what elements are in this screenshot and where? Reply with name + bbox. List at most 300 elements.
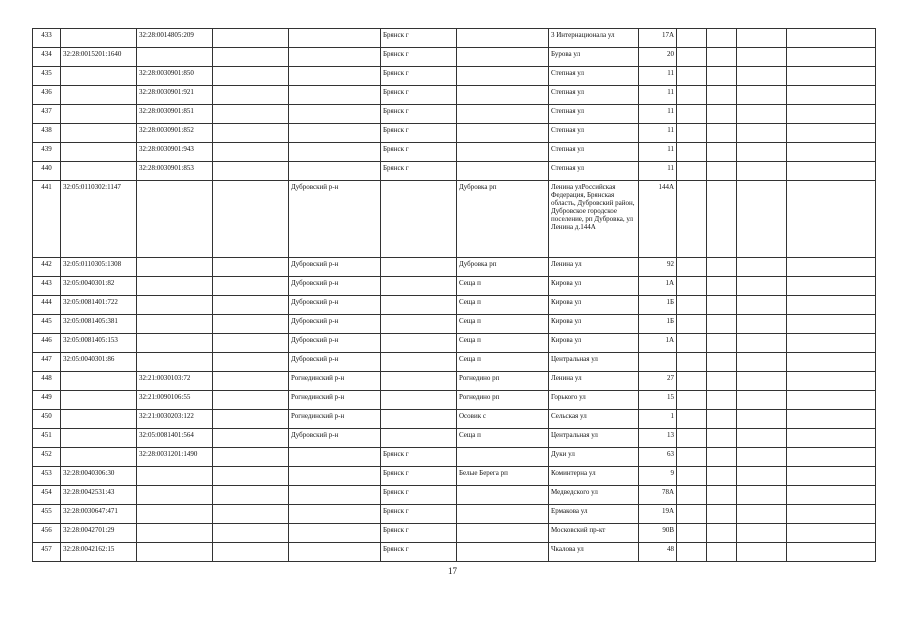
table-cell-empty: [737, 467, 787, 486]
table-cell-empty: [707, 429, 737, 448]
table-cell-c7: Сельская ул: [549, 410, 639, 429]
table-cell-empty: [707, 162, 737, 181]
table-cell-c3: [213, 67, 289, 86]
table-cell-c7: Центральная ул: [549, 353, 639, 372]
table-cell-empty: [677, 296, 707, 315]
table-cell-empty: [707, 524, 737, 543]
table-cell-c2: 32:21:0030203:122: [137, 410, 213, 429]
table-cell-c1: 32:28:0040306:30: [61, 467, 137, 486]
table-cell-empty: [737, 410, 787, 429]
table-row: [33, 391, 876, 410]
table-cell-c2: [137, 296, 213, 315]
table-cell-c8: 15: [639, 391, 677, 410]
table-cell-c7: Дуки ул: [549, 448, 639, 467]
table-cell-n: 453: [33, 467, 61, 486]
table-cell-c3: [213, 505, 289, 524]
table-row: [33, 162, 876, 181]
table-cell-c6: [457, 105, 549, 124]
table-cell-c3: [213, 29, 289, 48]
table-cell-c1: [61, 372, 137, 391]
table-cell-c1: [61, 448, 137, 467]
table-cell-empty: [787, 448, 876, 467]
table-cell-empty: [787, 258, 876, 277]
table-cell-c2: [137, 277, 213, 296]
table-cell-empty: [737, 29, 787, 48]
table-cell-empty: [737, 277, 787, 296]
table-cell-c5: Брянск г: [381, 448, 457, 467]
table-row: [33, 181, 876, 258]
table-cell-c5: [381, 315, 457, 334]
table-cell-empty: [737, 143, 787, 162]
table-cell-c8: 1Б: [639, 296, 677, 315]
table-cell-c1: [61, 429, 137, 448]
table-cell-n: 451: [33, 429, 61, 448]
table-cell-c4: [289, 505, 381, 524]
table-cell-empty: [787, 296, 876, 315]
table-row: [33, 258, 876, 277]
table-cell-c3: [213, 543, 289, 562]
table-cell-c6: Сеща п: [457, 315, 549, 334]
table-cell-empty: [787, 105, 876, 124]
table-cell-n: 439: [33, 143, 61, 162]
table-cell-c4: [289, 86, 381, 105]
table-cell-c1: [61, 86, 137, 105]
table-cell-c5: Брянск г: [381, 105, 457, 124]
table-cell-c2: 32:28:0014805:209: [137, 29, 213, 48]
table-cell-c5: Брянск г: [381, 124, 457, 143]
table-cell-c4: Дубровский р-н: [289, 258, 381, 277]
table-cell-c8: 1: [639, 410, 677, 429]
table-cell-empty: [737, 67, 787, 86]
table-cell-empty: [737, 296, 787, 315]
table-cell-c4: [289, 543, 381, 562]
table-cell-empty: [677, 143, 707, 162]
table-cell-c6: Сеща п: [457, 353, 549, 372]
table-row: [33, 543, 876, 562]
table-cell-c4: Рогнединский р-н: [289, 391, 381, 410]
table-cell-c1: 32:05:0110302:1147: [61, 181, 137, 258]
table-cell-empty: [707, 143, 737, 162]
page-number: 17: [448, 566, 457, 576]
table-cell-c8: 1Б: [639, 315, 677, 334]
table-cell-c7: Центральная ул: [549, 429, 639, 448]
table-row: [33, 524, 876, 543]
table-row: [33, 429, 876, 448]
table-cell-c8: 27: [639, 372, 677, 391]
table-cell-c5: Брянск г: [381, 486, 457, 505]
table-cell-c6: Белые Берега рп: [457, 467, 549, 486]
table-cell-c5: Брянск г: [381, 467, 457, 486]
table-cell-c6: [457, 48, 549, 67]
table-cell-c3: [213, 467, 289, 486]
table-cell-empty: [707, 258, 737, 277]
table-row: [33, 105, 876, 124]
table-row: [33, 29, 876, 48]
table-cell-c6: [457, 143, 549, 162]
table-cell-n: 434: [33, 48, 61, 67]
table-cell-c1: 32:28:0030647:471: [61, 505, 137, 524]
table-cell-c2: [137, 258, 213, 277]
table-cell-empty: [787, 505, 876, 524]
table-cell-empty: [707, 448, 737, 467]
table-cell-c5: Брянск г: [381, 67, 457, 86]
table-cell-empty: [787, 67, 876, 86]
table-cell-c3: [213, 86, 289, 105]
table-cell-empty: [677, 29, 707, 48]
table-cell-c7: Коминтерна ул: [549, 467, 639, 486]
table-cell-empty: [677, 486, 707, 505]
table-cell-empty: [787, 277, 876, 296]
table-cell-c5: [381, 258, 457, 277]
table-cell-empty: [737, 353, 787, 372]
table-cell-c2: [137, 505, 213, 524]
table-cell-c2: 32:21:0090106:55: [137, 391, 213, 410]
table-cell-empty: [787, 334, 876, 353]
table-cell-c1: [61, 391, 137, 410]
table-cell-c7: Чкалова ул: [549, 543, 639, 562]
table-cell-empty: [737, 429, 787, 448]
table-cell-c1: 32:05:0040301:86: [61, 353, 137, 372]
table-cell-empty: [707, 505, 737, 524]
table-cell-empty: [707, 334, 737, 353]
table-cell-empty: [787, 353, 876, 372]
table-cell-c3: [213, 448, 289, 467]
table-cell-empty: [707, 486, 737, 505]
table-cell-empty: [737, 181, 787, 258]
table-cell-c7: Кирова ул: [549, 315, 639, 334]
registry-table-sheet: [32, 28, 875, 562]
table-cell-empty: [707, 372, 737, 391]
table-cell-c6: Дубровка рп: [457, 258, 549, 277]
table-cell-c4: [289, 124, 381, 143]
table-cell-c2: 32:28:0030901:851: [137, 105, 213, 124]
table-cell-c4: Дубровский р-н: [289, 181, 381, 258]
table-cell-empty: [787, 48, 876, 67]
table-cell-c2: [137, 543, 213, 562]
table-cell-empty: [737, 448, 787, 467]
table-cell-c2: [137, 315, 213, 334]
table-cell-empty: [737, 524, 787, 543]
table-cell-c8: [639, 353, 677, 372]
table-cell-empty: [737, 334, 787, 353]
table-cell-empty: [677, 162, 707, 181]
table-cell-c1: 32:05:0081405:381: [61, 315, 137, 334]
table-cell-c7: Ленина улРоссийская Федерация, Брянская область, Дубровский район, Дубровское городское поселение, рп Дубровка, ул Ленина д.144А: [549, 181, 639, 258]
table-cell-n: 445: [33, 315, 61, 334]
table-cell-empty: [707, 277, 737, 296]
table-cell-c8: 11: [639, 162, 677, 181]
table-cell-empty: [677, 258, 707, 277]
table-cell-c6: Сеща п: [457, 334, 549, 353]
table-cell-c4: Дубровский р-н: [289, 277, 381, 296]
table-cell-c6: [457, 67, 549, 86]
table-cell-empty: [677, 505, 707, 524]
table-cell-c1: 32:05:0081405:153: [61, 334, 137, 353]
table-cell-empty: [787, 543, 876, 562]
table-cell-c2: 32:28:0030901:852: [137, 124, 213, 143]
table-cell-empty: [677, 277, 707, 296]
table-cell-c3: [213, 105, 289, 124]
table-cell-empty: [787, 467, 876, 486]
table-row: [33, 467, 876, 486]
table-cell-c6: Дубровка рп: [457, 181, 549, 258]
table-cell-c4: Дубровский р-н: [289, 353, 381, 372]
table-row: [33, 448, 876, 467]
table-cell-c5: Брянск г: [381, 162, 457, 181]
table-cell-c1: [61, 29, 137, 48]
table-cell-c6: [457, 162, 549, 181]
table-cell-c8: 11: [639, 86, 677, 105]
table-cell-n: 446: [33, 334, 61, 353]
table-cell-empty: [677, 105, 707, 124]
table-cell-c2: [137, 48, 213, 67]
table-cell-empty: [707, 67, 737, 86]
table-cell-empty: [677, 67, 707, 86]
table-row: [33, 296, 876, 315]
table-cell-c7: Кирова ул: [549, 277, 639, 296]
table-cell-empty: [677, 429, 707, 448]
table-cell-c7: Степная ул: [549, 105, 639, 124]
table-cell-c6: Сеща п: [457, 296, 549, 315]
table-cell-n: 444: [33, 296, 61, 315]
table-cell-c7: Степная ул: [549, 67, 639, 86]
table-cell-c5: [381, 372, 457, 391]
table-row: [33, 277, 876, 296]
table-cell-c8: 1А: [639, 334, 677, 353]
table-cell-empty: [787, 410, 876, 429]
table-cell-c6: Рогнедино рп: [457, 391, 549, 410]
table-cell-c6: Сеща п: [457, 277, 549, 296]
table-cell-c5: Брянск г: [381, 86, 457, 105]
table-cell-c3: [213, 372, 289, 391]
table-cell-c7: 3 Интернационала ул: [549, 29, 639, 48]
table-cell-c7: Ленина ул: [549, 258, 639, 277]
table-cell-c6: Сеща п: [457, 429, 549, 448]
table-cell-c5: [381, 181, 457, 258]
table-cell-empty: [737, 162, 787, 181]
table-cell-c4: [289, 143, 381, 162]
table-row: [33, 124, 876, 143]
table-cell-c5: Брянск г: [381, 524, 457, 543]
table-cell-empty: [707, 467, 737, 486]
table-cell-c8: 13: [639, 429, 677, 448]
table-cell-empty: [707, 296, 737, 315]
table-cell-c4: [289, 67, 381, 86]
table-cell-empty: [677, 391, 707, 410]
table-row: [33, 315, 876, 334]
table-cell-c1: [61, 143, 137, 162]
table-cell-n: 447: [33, 353, 61, 372]
table-cell-empty: [787, 524, 876, 543]
table-cell-empty: [737, 391, 787, 410]
table-cell-empty: [737, 372, 787, 391]
table-cell-c8: 20: [639, 48, 677, 67]
table-cell-c4: Дубровский р-н: [289, 429, 381, 448]
table-cell-c6: Рогнедино рп: [457, 372, 549, 391]
table-cell-n: 437: [33, 105, 61, 124]
table-cell-empty: [707, 391, 737, 410]
table-cell-c2: 32:28:0030901:921: [137, 86, 213, 105]
table-cell-c3: [213, 124, 289, 143]
table-cell-c3: [213, 429, 289, 448]
table-cell-c7: Горького ул: [549, 391, 639, 410]
table-cell-c8: 1А: [639, 277, 677, 296]
table-cell-c3: [213, 524, 289, 543]
table-cell-c8: 78А: [639, 486, 677, 505]
table-cell-c6: [457, 448, 549, 467]
table-cell-c2: [137, 486, 213, 505]
table-cell-n: 441: [33, 181, 61, 258]
table-cell-c2: 32:21:0030103:72: [137, 372, 213, 391]
table-cell-c1: [61, 124, 137, 143]
table-cell-c2: [137, 467, 213, 486]
table-cell-c3: [213, 181, 289, 258]
table-cell-empty: [677, 410, 707, 429]
table-cell-empty: [677, 48, 707, 67]
table-cell-n: 457: [33, 543, 61, 562]
table-cell-empty: [787, 486, 876, 505]
table-cell-n: 450: [33, 410, 61, 429]
table-cell-c1: [61, 162, 137, 181]
table-cell-c5: [381, 296, 457, 315]
table-cell-c5: [381, 277, 457, 296]
registry-table: [32, 28, 876, 562]
table-cell-empty: [787, 29, 876, 48]
table-cell-empty: [707, 86, 737, 105]
table-cell-c3: [213, 391, 289, 410]
table-row: [33, 372, 876, 391]
table-cell-c7: Медведского ул: [549, 486, 639, 505]
table-cell-empty: [787, 372, 876, 391]
table-cell-c2: [137, 334, 213, 353]
table-cell-empty: [677, 124, 707, 143]
table-cell-empty: [707, 410, 737, 429]
table-cell-empty: [737, 486, 787, 505]
table-cell-empty: [707, 181, 737, 258]
table-cell-c6: [457, 486, 549, 505]
table-cell-empty: [737, 315, 787, 334]
table-cell-c2: 32:05:0081401:564: [137, 429, 213, 448]
table-cell-n: 436: [33, 86, 61, 105]
table-cell-c2: [137, 353, 213, 372]
table-cell-c7: Степная ул: [549, 86, 639, 105]
table-cell-empty: [787, 429, 876, 448]
table-cell-c7: Московский пр-кт: [549, 524, 639, 543]
table-cell-empty: [677, 524, 707, 543]
table-cell-c4: Рогнединский р-н: [289, 372, 381, 391]
table-cell-c8: 11: [639, 124, 677, 143]
registry-table-body: [33, 29, 876, 562]
table-row: [33, 410, 876, 429]
table-cell-c3: [213, 353, 289, 372]
table-cell-c3: [213, 486, 289, 505]
table-cell-c6: [457, 29, 549, 48]
table-cell-empty: [787, 86, 876, 105]
table-cell-c5: [381, 391, 457, 410]
table-cell-c2: [137, 181, 213, 258]
table-cell-c1: 32:05:0081401:722: [61, 296, 137, 315]
table-cell-c5: [381, 410, 457, 429]
table-cell-n: 455: [33, 505, 61, 524]
table-cell-c8: 92: [639, 258, 677, 277]
table-cell-c4: [289, 29, 381, 48]
table-cell-c5: Брянск г: [381, 543, 457, 562]
table-cell-c7: Кирова ул: [549, 334, 639, 353]
table-cell-c5: [381, 353, 457, 372]
table-row: [33, 48, 876, 67]
table-cell-c4: [289, 162, 381, 181]
table-cell-c7: Кирова ул: [549, 296, 639, 315]
table-cell-empty: [677, 334, 707, 353]
table-cell-c4: [289, 105, 381, 124]
table-cell-c3: [213, 162, 289, 181]
table-row: [33, 486, 876, 505]
table-cell-c8: 11: [639, 67, 677, 86]
table-cell-c5: Брянск г: [381, 29, 457, 48]
table-cell-c4: Дубровский р-н: [289, 334, 381, 353]
table-cell-c4: [289, 48, 381, 67]
table-cell-c4: Дубровский р-н: [289, 296, 381, 315]
table-cell-c8: 63: [639, 448, 677, 467]
table-cell-c3: [213, 143, 289, 162]
table-cell-c1: [61, 105, 137, 124]
table-cell-empty: [677, 448, 707, 467]
table-cell-n: 435: [33, 67, 61, 86]
table-cell-empty: [677, 315, 707, 334]
table-cell-empty: [787, 143, 876, 162]
table-cell-empty: [737, 258, 787, 277]
table-cell-empty: [677, 372, 707, 391]
table-cell-c4: Дубровский р-н: [289, 315, 381, 334]
table-cell-n: 454: [33, 486, 61, 505]
table-cell-c6: [457, 124, 549, 143]
table-cell-c8: 90В: [639, 524, 677, 543]
table-cell-c4: [289, 524, 381, 543]
table-cell-c7: Бурова ул: [549, 48, 639, 67]
table-row: [33, 505, 876, 524]
table-cell-c3: [213, 277, 289, 296]
table-cell-empty: [787, 181, 876, 258]
table-cell-c3: [213, 258, 289, 277]
table-cell-empty: [737, 543, 787, 562]
table-cell-c7: Степная ул: [549, 162, 639, 181]
table-cell-c1: 32:28:0042162:15: [61, 543, 137, 562]
table-cell-c8: 144А: [639, 181, 677, 258]
table-cell-empty: [707, 29, 737, 48]
table-cell-n: 449: [33, 391, 61, 410]
table-cell-n: 433: [33, 29, 61, 48]
table-cell-c8: 48: [639, 543, 677, 562]
table-cell-empty: [677, 353, 707, 372]
table-cell-c6: [457, 86, 549, 105]
table-cell-n: 456: [33, 524, 61, 543]
table-cell-empty: [707, 124, 737, 143]
table-cell-c5: Брянск г: [381, 143, 457, 162]
table-cell-c8: 11: [639, 143, 677, 162]
table-row: [33, 353, 876, 372]
table-row: [33, 67, 876, 86]
table-cell-c6: [457, 524, 549, 543]
table-cell-empty: [677, 543, 707, 562]
table-cell-empty: [707, 353, 737, 372]
table-cell-empty: [787, 391, 876, 410]
table-cell-c7: Ермакова ул: [549, 505, 639, 524]
table-cell-c4: [289, 486, 381, 505]
table-cell-n: 440: [33, 162, 61, 181]
table-cell-empty: [707, 48, 737, 67]
table-cell-c1: 32:28:0015201:1640: [61, 48, 137, 67]
table-cell-empty: [707, 543, 737, 562]
